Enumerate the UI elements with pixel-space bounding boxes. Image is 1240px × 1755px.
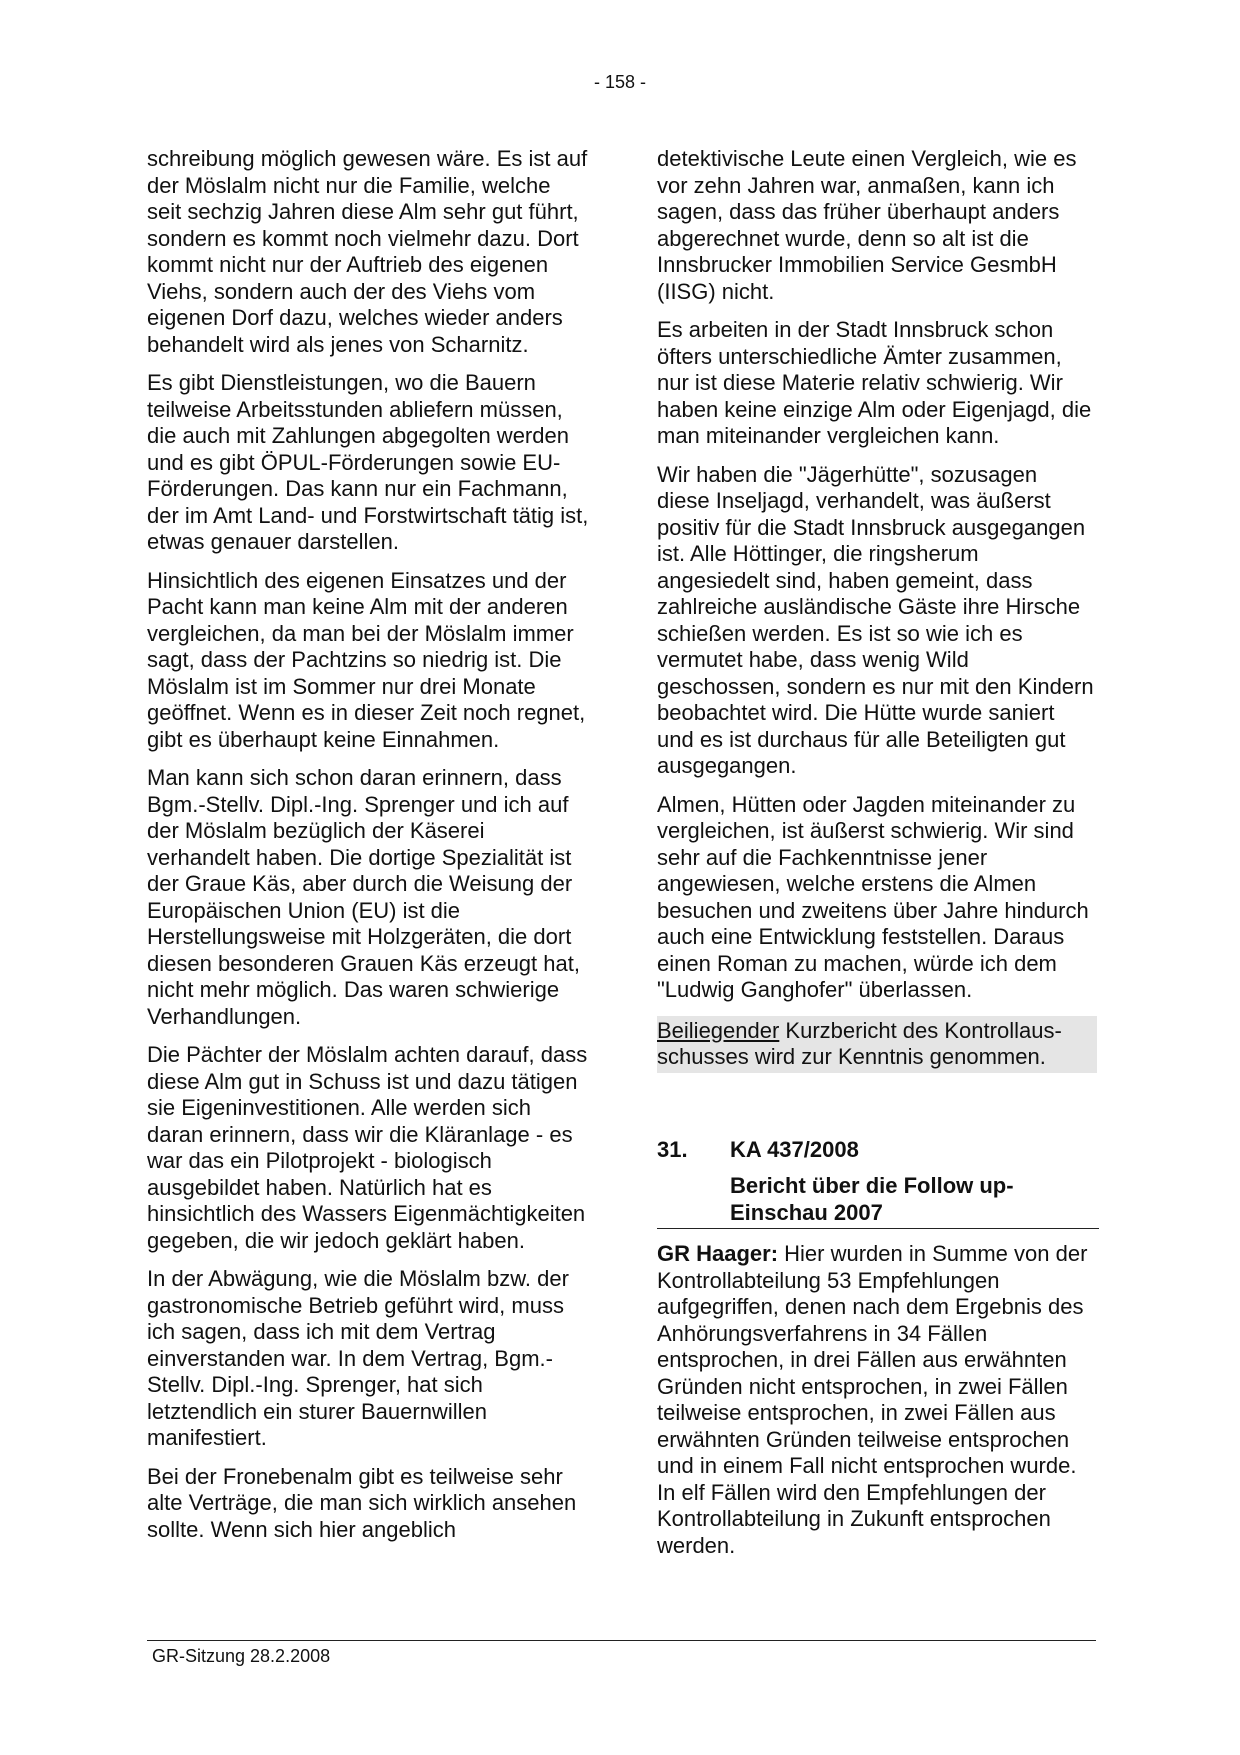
paragraph: Almen, Hütten oder Jagden miteinander zu vergleichen, ist äußerst schwierig. Wir sind sehr auf die Fachkenntnisse jener angewiesen, welche erstens die Almen besuchen und zweitens über Jahre hindurch auch eine Entwicklung feststellen. Daraus einen Roman zu machen, würde ich dem "Ludwig Ganghofer" überlassen.	[657, 791, 1089, 1002]
decision-text: Kurzbericht des Kontrollausschusses wird zur Kenntnis genommen.	[657, 1017, 1062, 1069]
right-column	[657, 146, 1095, 1571]
agenda-divider	[657, 1228, 1099, 1229]
paragraph: Bei der Fronebenalm gibt es teilweise sehr alte Verträge, die man sich wirklich ansehen sollte. Wenn sich hier angeblich	[147, 1463, 577, 1542]
paragraph: Die Pächter der Möslalm achten darauf, dass diese Alm gut in Schuss ist und dazu tätigen sie Eigeninvestitionen. Alle werden sich daran erinnern, dass wir die Kläranlage - es war das ein Pilotprojekt - biologisch ausgebildet haben. Natürlich hat es hinsichtlich des Wassers Eigenmächtigkeiten gegeben, die wir jedoch geklärt haben.	[147, 1042, 588, 1253]
speech	[657, 1241, 1095, 1559]
left-column	[147, 146, 589, 1555]
footer-text: GR-Sitzung 28.2.2008	[152, 1646, 331, 1666]
paragraph: In der Abwägung, wie die Möslalm bzw. der gastronomische Betrieb geführt wird, muss ich sagen, dass ich mit dem Vertrag einverstanden war. In dem Vertrag, Bgm.-Stellv. Dipl.-Ing. Sprenger, hat sich letztendlich ein sturer Bauernwillen manifestiert.	[147, 1266, 569, 1450]
paragraph: Man kann sich schon daran erinnern, dass Bgm.-Stellv. Dipl.-Ing. Sprenger und ich auf der Möslalm bezüglich der Käserei verhandelt haben. Die dortige Spezialität ist der Graue Käs, aber durch die Weisung der Europäischen Union (EU) ist die Herstellungsweise mit Holzgeräten, die dort diesen besonderen Grauen Käs erzeugt hat, nicht mehr möglich. Das waren schwierige Verhandlungen.	[147, 765, 580, 1029]
speaker-name: GR Haager:	[657, 1241, 779, 1266]
paragraph: Es arbeiten in der Stadt Innsbruck schon öfters unterschiedliche Ämter zusammen, nur ist diese Materie relativ schwierig. Wir haben keine einzige Alm oder Eigenjagd, die man miteinander vergleichen kann.	[657, 317, 1092, 448]
paragraph: Es gibt Dienstleistungen, wo die Bauern teilweise Arbeitsstunden abliefern müssen, die auch mit Zahlungen abgegolten werden und es gibt ÖPUL-Förderungen sowie EU-Förderungen. Das kann nur ein Fachmann, der im Amt Land- und Forstwirtschaft tätig ist, etwas genauer darstellen.	[147, 370, 589, 554]
speech-text: Hier wurden in Summe von der Kontrollabteilung 53 Empfehlungen aufgegriffen, denen nach dem Ergebnis des Anhörungsverfahrens in 34 Fällen entsprochen, in drei Fällen aus erwähnten Gründen nicht entsprochen, in zwei Fällen teilweise entsprochen, in zwei Fällen aus erwähnten Gründen teilweise entsprochen und in einem Fall nicht entsprochen wurde. In elf Fällen wird den Empfehlungen der Kontrollabteilung in Zukunft entsprochen werden.	[657, 1241, 1088, 1558]
paragraph: detektivische Leute einen Vergleich, wie es vor zehn Jahren war, anmaßen, kann ich sagen, dass das früher überhaupt anders abgerechnet wurde, denn so alt ist die Innsbrucker Immobilien Service GesmbH (IISG) nicht.	[657, 146, 1077, 304]
footer-divider	[147, 1640, 1096, 1641]
paragraph: Hinsichtlich des eigenen Einsatzes und der Pacht kann man keine Alm mit der anderen vergleichen, da man bei der Möslalm immer sagt, dass der Pachtzins so niedrig ist. Die Möslalm ist im Sommer nur drei Monate geöffnet. Wenn es in dieser Zeit noch regnet, gibt es überhaupt keine Einnahmen.	[147, 567, 586, 752]
page-number: - 158 -	[593, 72, 647, 92]
decision-note	[657, 1016, 1097, 1073]
agenda-subject: Bericht über die Follow up-Einschau 2007	[730, 1173, 1014, 1225]
agenda-reference: KA 437/2008	[730, 1136, 859, 1162]
decision-underlined: Beiliegender	[657, 1017, 780, 1043]
paragraph: Wir haben die "Jägerhütte", sozusagen diese Inseljagd, verhandelt, was äußerst positiv für die Stadt Innsbruck ausgegangen ist. Alle Höttinger, die ringsherum angesiedelt sind, haben gemeint, dass zahlreiche ausländische Gäste ihre Hirsche schießen werden. Es ist so wie ich es vermutet habe, dass wenig Wild geschossen, sondern es nur mit den Kindern beobachtet wird. Die Hütte wurde saniert und es ist durchaus für alle Beteiligten gut ausgegangen.	[657, 461, 1094, 778]
agenda-number: 31.	[657, 1136, 688, 1162]
agenda-item	[657, 1137, 1095, 1227]
paragraph: schreibung möglich gewesen wäre. Es ist auf der Möslalm nicht nur die Familie, welche seit sechzig Jahren diese Alm sehr gut führt, sondern es kommt noch vielmehr dazu. Dort kommt nicht nur der Auftrieb des eigenen Viehs, sondern auch der des Viehs vom eigenen Dorf dazu, welches wieder anders behandelt wird als jenes von Scharnitz.	[147, 146, 588, 357]
